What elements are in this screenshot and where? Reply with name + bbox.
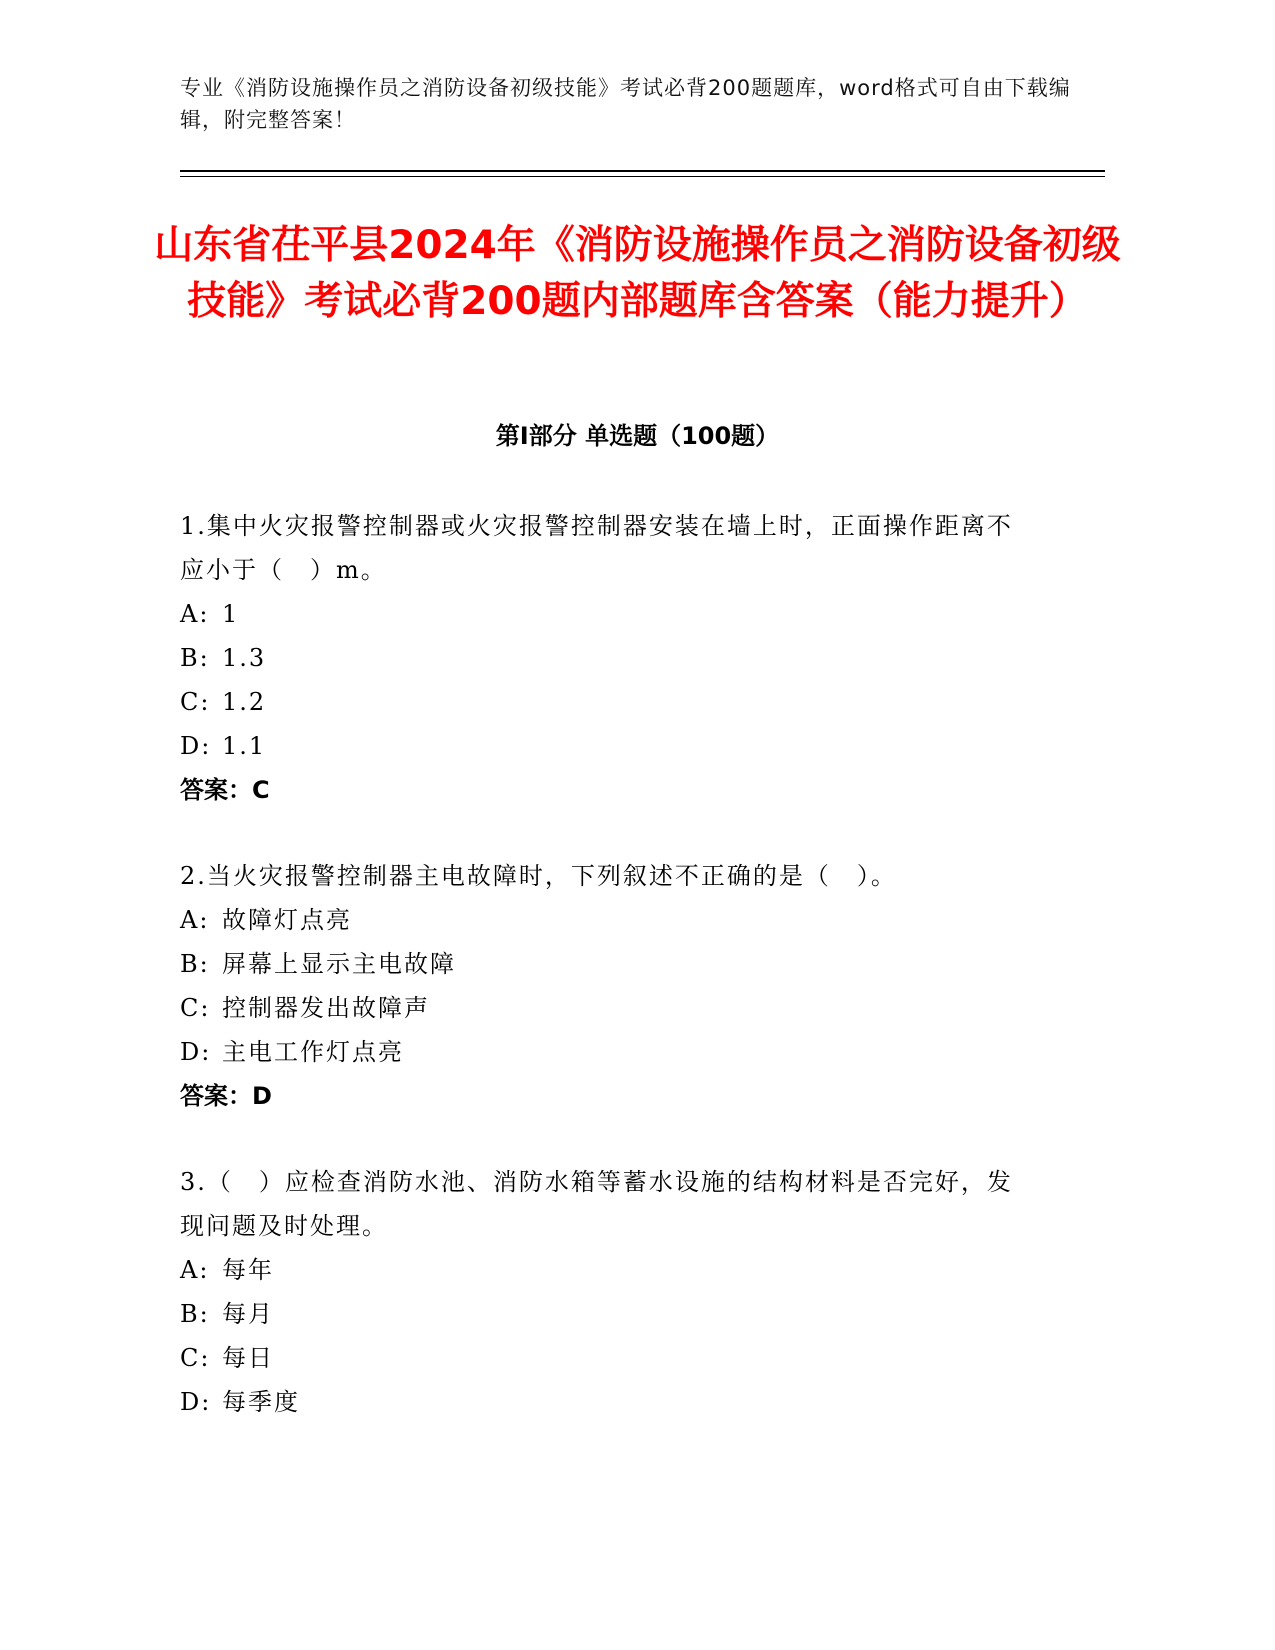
option-key: A: xyxy=(180,906,210,934)
option-key: C: xyxy=(180,688,211,716)
option-text: 1 xyxy=(222,600,240,628)
option-text: 故障灯点亮 xyxy=(222,906,352,934)
header-note: 专业《消防设施操作员之消防设备初级技能》考试必背200题题库，word格式可自由下载编辑，附完整答案！ xyxy=(180,76,1071,132)
option-c xyxy=(180,680,1020,724)
option-b xyxy=(180,1292,1020,1336)
question-item xyxy=(180,1160,1020,1424)
option-key: A: xyxy=(180,600,210,628)
option-text: 屏幕上显示主电故障 xyxy=(222,950,456,978)
option-key: D: xyxy=(180,1388,212,1416)
option-a xyxy=(180,592,1020,636)
option-text: 每季度 xyxy=(222,1388,300,1416)
option-text: 每年 xyxy=(222,1256,274,1284)
option-b xyxy=(180,636,1020,680)
question-item xyxy=(180,854,1020,1118)
option-key: B: xyxy=(180,644,210,672)
question-list xyxy=(180,504,1020,1424)
option-d xyxy=(180,724,1020,768)
question-text: 2.当火灾报警控制器主电故障时，下列叙述不正确的是（ ）。 xyxy=(180,862,897,890)
answer-text: 答案：D xyxy=(180,1082,272,1110)
option-key: B: xyxy=(180,1300,210,1328)
option-key: D: xyxy=(180,732,212,760)
option-key: C: xyxy=(180,994,211,1022)
option-text: 主电工作灯点亮 xyxy=(222,1038,404,1066)
document-title: 山东省茌平县2024年《消防设施操作员之消防设备初级技能》考试必背200题内部题库含答案（能力提升） xyxy=(154,223,1121,324)
question-text: 3.（ ）应检查消防水池、消防水箱等蓄水设施的结构材料是否完好，发现问题及时处理。 xyxy=(180,1168,1013,1240)
question-text: 1.集中火灾报警控制器或火灾报警控制器安装在墙上时，正面操作距离不应小于（ ）m。 xyxy=(180,512,1013,584)
header-divider-thick xyxy=(180,170,1105,172)
option-a xyxy=(180,898,1020,942)
answer-text: 答案：C xyxy=(180,776,270,804)
option-text: 1.3 xyxy=(222,644,267,672)
option-b xyxy=(180,942,1020,986)
option-d xyxy=(180,1380,1020,1424)
section-title: 第Ⅰ部分 单选题（100题） xyxy=(495,422,780,450)
option-text: 每日 xyxy=(222,1344,274,1372)
option-d xyxy=(180,1030,1020,1074)
option-text: 每月 xyxy=(222,1300,274,1328)
option-text: 控制器发出故障声 xyxy=(222,994,430,1022)
option-text: 1.2 xyxy=(222,688,267,716)
option-c xyxy=(180,1336,1020,1380)
option-a xyxy=(180,1248,1020,1292)
option-c xyxy=(180,986,1020,1030)
option-key: A: xyxy=(180,1256,210,1284)
option-key: B: xyxy=(180,950,210,978)
option-key: C: xyxy=(180,1344,211,1372)
option-text: 1.1 xyxy=(222,732,267,760)
question-item xyxy=(180,504,1020,812)
header-divider-thin xyxy=(180,176,1105,177)
option-key: D: xyxy=(180,1038,212,1066)
